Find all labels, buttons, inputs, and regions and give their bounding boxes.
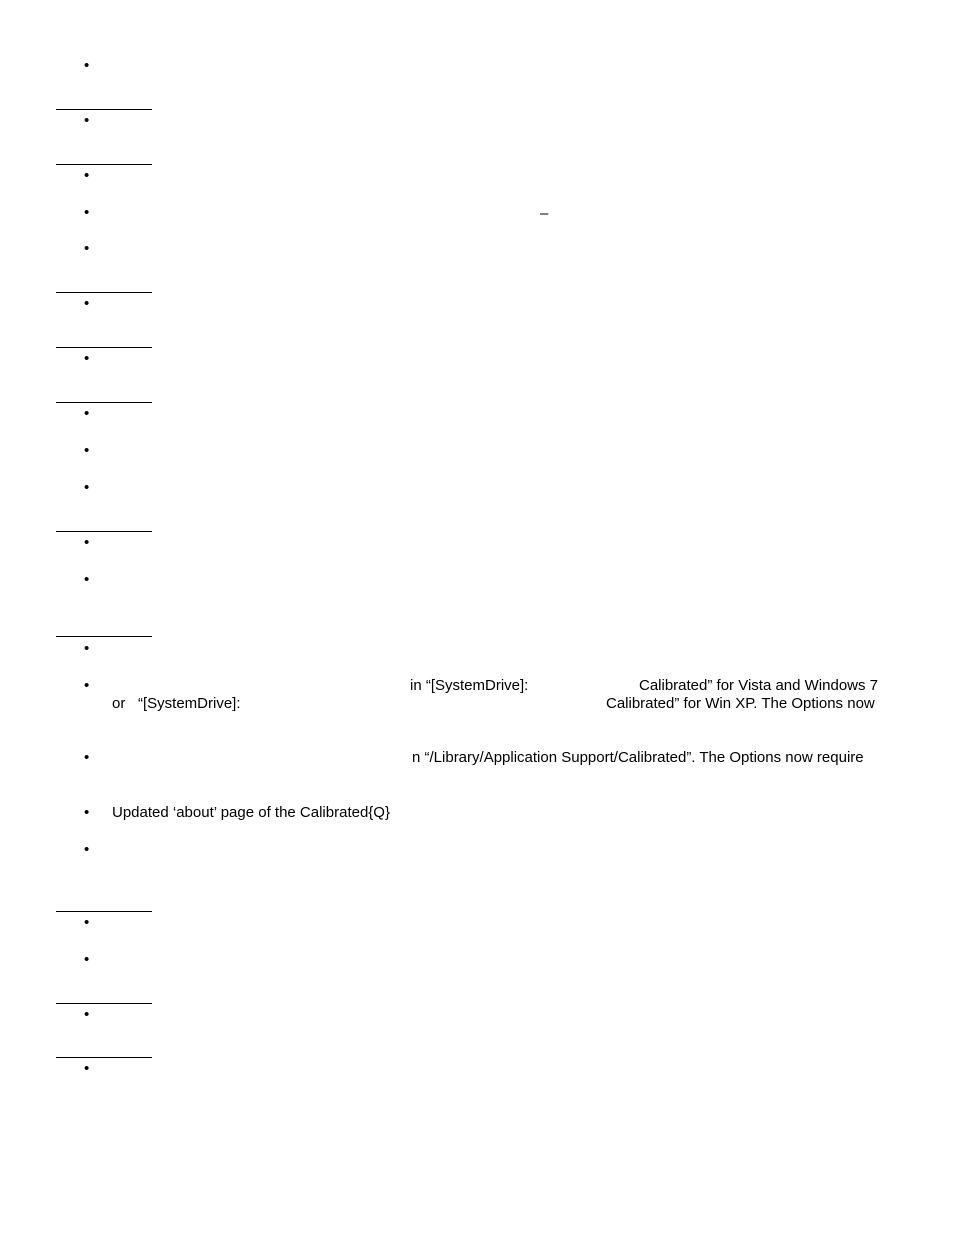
item-a-fragment: Calibrated” for Win XP. The Options now [606,695,875,712]
list-bullet: • [84,1060,90,1077]
section-rule [56,402,152,403]
section-rule [56,531,152,532]
item-c-text: Updated ‘about’ page of the Calibrated{Q} [112,804,390,821]
list-bullet: • [84,571,90,588]
item-b-fragment: n “/Library/Application Support/Calibrated”. The Options now require [412,749,864,766]
list-bullet: • [84,841,90,858]
list-bullet: • [84,350,90,367]
list-bullet: • [84,240,90,257]
item-a-fragment: Calibrated” for Vista and Windows 7 [639,677,879,694]
list-bullet: • [84,204,90,221]
list-bullet: • [84,677,90,694]
section-rule [56,347,152,348]
section-rule [56,1003,152,1004]
section-rule [56,109,152,110]
section-rule [56,636,152,637]
section-rule [56,1057,152,1058]
list-bullet: • [84,640,90,657]
list-bullet: • [84,112,90,129]
list-bullet: • [84,804,90,821]
list-bullet: • [84,914,90,931]
list-bullet: • [84,405,90,422]
list-bullet: • [84,479,90,496]
section-rule [56,911,152,912]
list-bullet: • [84,951,90,968]
dash-mark: – [540,205,549,222]
item-a-fragment: or [112,695,126,712]
list-bullet: • [84,749,90,766]
section-rule [56,292,152,293]
list-bullet: • [84,1006,90,1023]
item-a-fragment: in “[SystemDrive]: [410,677,529,694]
list-bullet: • [84,57,90,74]
item-a-fragment: “[SystemDrive]: [138,695,241,712]
list-bullet: • [84,295,90,312]
list-bullet: • [84,167,90,184]
section-rule [56,164,152,165]
list-bullet: • [84,442,90,459]
list-bullet: • [84,534,90,551]
